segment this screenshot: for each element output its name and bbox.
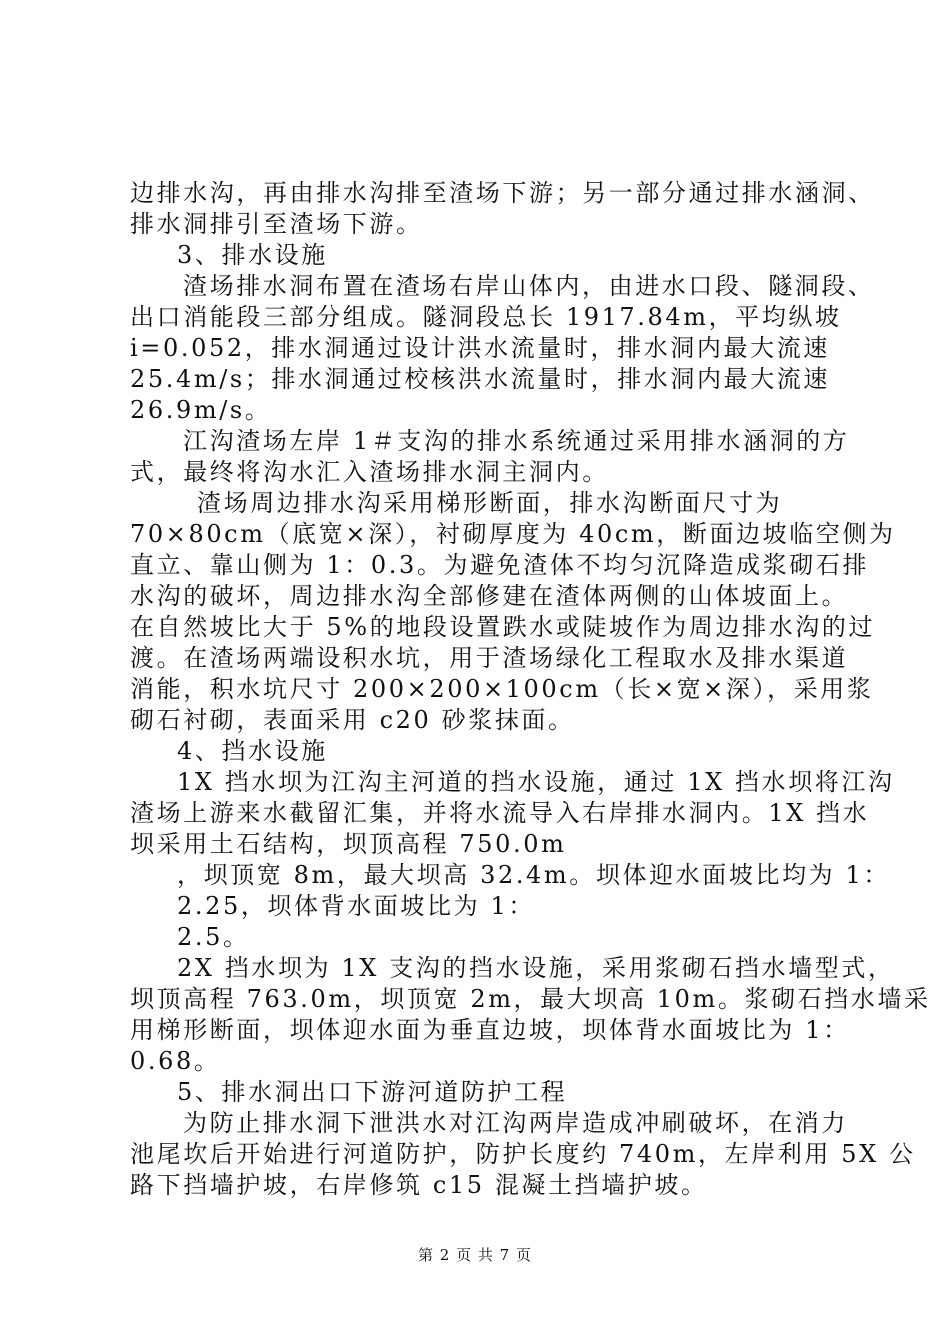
text-line: 0.68。 xyxy=(130,1047,221,1075)
text-line: 式，最终将沟水汇入渣场排水洞主洞内。 xyxy=(130,458,609,486)
text-line: ，坝顶宽 8m，最大坝高 32.4m。坝体迎水面坡比均为 1： xyxy=(177,861,890,889)
text-line: i=0.052，排水洞通过设计洪水流量时，排水洞内最大流速 xyxy=(130,334,830,362)
text-line: 2.25，坝体背水面坡比为 1： xyxy=(177,892,535,920)
text-line: 70×80cm（底宽×深），衬砌厚度为 40cm，断面边坡临空侧为 xyxy=(130,520,896,548)
text-line: 水沟的破坏，周边排水沟全部修建在渣体两侧的山体坡面上。 xyxy=(130,582,849,610)
text-line: 直立、靠山侧为 1：0.3。为避免渣体不均匀沉降造成浆砌石排 xyxy=(130,551,870,579)
text-line: 用梯形断面，坝体迎水面为垂直边坡，坝体背水面坡比为 1： xyxy=(130,1016,850,1044)
text-line: 坝顶高程 763.0m，坝顶宽 2m，最大坝高 10m。浆砌石挡水墙采 xyxy=(130,985,931,1013)
text-line: 2.5。 xyxy=(177,923,250,951)
text-line: 排水洞排引至渣场下游。 xyxy=(130,210,423,238)
text-line: 池尾坎后开始进行河道防护，防护长度约 740m，左岸利用 5X 公 xyxy=(130,1140,916,1168)
section-heading-retaining: 4、挡水设施 xyxy=(177,737,328,765)
text-line: 1X 挡水坝为江沟主河道的挡水设施，通过 1X 挡水坝将江沟 xyxy=(177,768,895,796)
text-line: 边排水沟，再由排水沟排至渣场下游；另一部分通过排水涵洞、 xyxy=(130,179,875,207)
text-line: 路下挡墙护坡，右岸修筑 c15 混凝土挡墙护坡。 xyxy=(130,1171,708,1199)
text-line: 渡。在渣场两端设积水坑，用于渣场绿化工程取水及排水渠道 xyxy=(130,644,849,672)
text-line: 出口消能段三部分组成。隧洞段总长 1917.84m，平均纵坡 xyxy=(130,303,842,331)
text-line: 在自然坡比大于 5%的地段设置跌水或陡坡作为周边排水沟的过 xyxy=(130,613,876,641)
text-line: 江沟渣场左岸 1＃支沟的排水系统通过采用排水涵洞的方 xyxy=(183,427,850,455)
text-line: 消能，积水坑尺寸 200×200×100cm（长×宽×深），采用浆 xyxy=(130,675,874,703)
text-line: 2X 挡水坝为 1X 支沟的挡水设施，采用浆砌石挡水墙型式， xyxy=(177,954,895,982)
text-line: 渣场排水洞布置在渣场右岸山体内，由进水口段、隧洞段、 xyxy=(183,272,875,300)
text-line: 渣场上游来水截留汇集，并将水流导入右岸排水洞内。1X 挡水 xyxy=(130,799,870,827)
text-line: 渣场周边排水沟采用梯形断面，排水沟断面尺寸为 xyxy=(197,489,783,517)
section-heading-drainage: 3、排水设施 xyxy=(177,241,328,269)
text-line: 25.4m/s；排水洞通过校核洪水流量时，排水洞内最大流速 xyxy=(130,365,830,393)
text-line: 坝采用土石结构，坝顶高程 750.0m xyxy=(130,830,567,858)
text-line: 砌石衬砌，表面采用 c20 砂浆抹面。 xyxy=(130,706,575,734)
text-line: 为防止排水洞下泄洪水对江沟两岸造成冲刷破坏，在消力 xyxy=(183,1109,848,1137)
text-line: 26.9m/s。 xyxy=(130,396,272,424)
page-footer: 第 2 页 共 7 页 xyxy=(418,1246,532,1264)
section-heading-protection: 5、排水洞出口下游河道防护工程 xyxy=(177,1078,568,1106)
